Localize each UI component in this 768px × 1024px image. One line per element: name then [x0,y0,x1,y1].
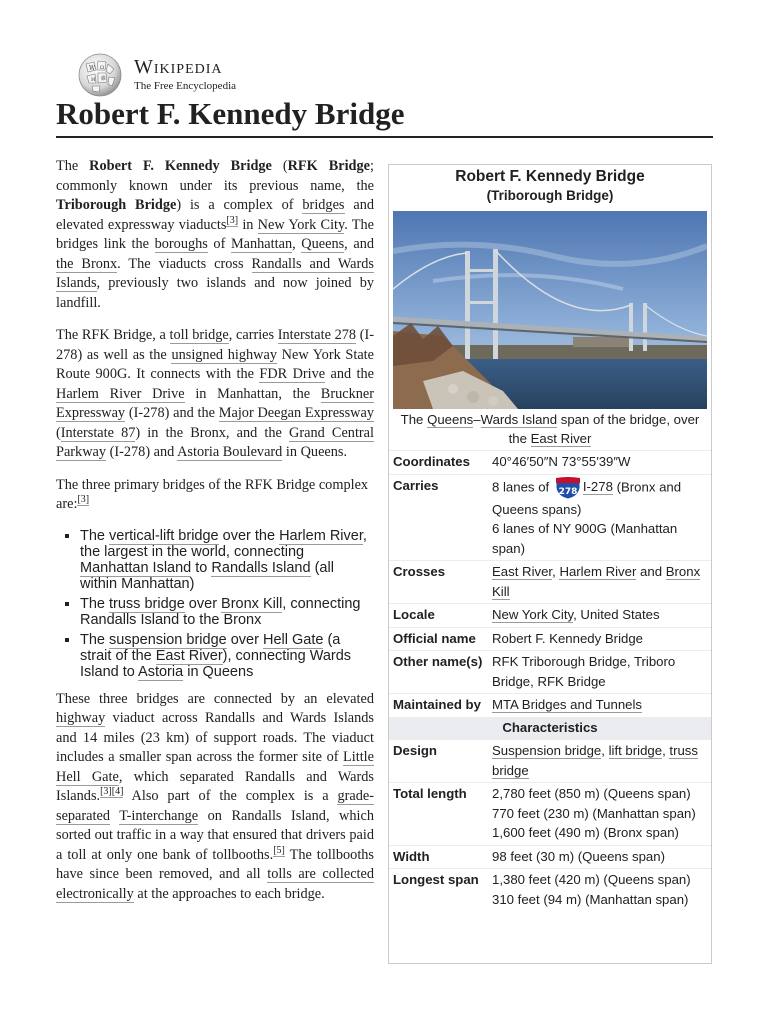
interstate-278-shield-icon[interactable] [553,476,583,500]
viaduct-paragraph [56,690,374,905]
primary-bridges-intro [56,476,374,515]
text: The [80,527,110,544]
link-bridges[interactable]: bridges [302,197,345,213]
text: – [473,412,481,427]
shield-number: 278 [558,486,578,497]
text: 770 feet (230 m) (Manhattan span) [492,805,696,821]
link-harlem-river-drive[interactable]: Harlem River Drive [56,385,185,402]
text: ) is a complex of [176,197,303,213]
text: 8 lanes of [492,478,553,494]
text: The RFK Bridge, a [56,327,170,343]
link-wards-island[interactable]: Wards Island [480,412,558,427]
wikipedia-wordmark[interactable]: Wikipedia [134,56,223,78]
text: span of the bridge, over the [508,412,700,446]
text: (I-278) and [106,444,178,460]
bridge-photo[interactable] [393,211,707,409]
text: viaduct across Randalls and Wards Islands and 14 miles (23 km) of support roads. The viaduct includes a smaller span across the former site of [56,710,374,765]
link-east-river[interactable]: East River [530,431,592,446]
bold-term: RFK Bridge [287,158,370,174]
text: (I-278) as well as the [56,327,374,363]
primary-bridges-list [56,528,374,680]
citation-link[interactable]: [3] [77,494,90,506]
svg-text:W: W [89,65,96,72]
text: in Queens. [282,444,348,460]
link-major-deegan-expressway[interactable]: Major Deegan Expressway [218,405,374,421]
link-bronx-kill[interactable]: Bronx Kill [492,564,701,599]
text: and [636,564,666,579]
text: ( [56,424,61,441]
infobox [388,164,712,964]
citation-link[interactable]: [3] [100,786,112,798]
citation-link[interactable]: [3] [226,214,239,226]
text: 6 lanes of NY 900G (Manhattan span) [492,521,678,556]
link-grade-separated[interactable]: grade-separated [56,788,374,824]
text: The three primary bridges of the RFK Bridge complex are: [56,476,369,512]
carries-paragraph [56,326,374,463]
text: over [226,631,263,648]
text: in Manhattan, the [184,385,321,402]
link-vertical-lift-bridge[interactable]: vertical-lift bridge [109,527,219,544]
link-fdr-drive[interactable]: FDR Drive [259,366,326,382]
link-queens[interactable]: Queens [427,412,474,427]
wikipedia-tagline: The Free Encyclopedia [134,80,237,92]
link-manhattan[interactable]: Manhattan [230,236,293,252]
text: at the approaches to each bridge. [133,885,325,902]
link-unsigned-highway[interactable]: unsigned highway [171,346,277,363]
link-harlem-river[interactable]: Harlem River [279,527,363,544]
row-label: Coordinates [393,454,470,469]
text [110,808,119,824]
link-astoria-boulevard[interactable]: Astoria Boulevard [177,444,283,460]
text: , [601,743,609,758]
link-grand-central-parkway[interactable]: Grand Central Parkway [56,424,375,460]
link-boroughs[interactable]: boroughs [154,236,208,252]
infobox-title: Robert F. Kennedy Bridge [455,168,645,185]
title-divider [56,136,713,138]
link-east-river[interactable]: East River [155,647,223,664]
text: , United States [573,607,660,622]
infobox-row-total-length [389,782,711,845]
text: , [552,564,560,579]
link-the-bronx[interactable]: the Bronx [56,255,118,272]
text: over [184,595,222,612]
text: (I-278) and the [125,405,219,421]
text: and elevated expressway viaducts [56,197,374,233]
infobox-row-official-name [389,627,711,651]
text: , [292,236,302,252]
link-queens[interactable]: Queens [301,236,345,252]
text: The tollbooths have since been removed, and all [56,846,375,882]
text: ) in the Bronx, and the [135,424,290,441]
link-new-york-city[interactable]: New York City [492,607,574,622]
link-new-york-city[interactable]: New York City [257,216,345,233]
locale-value [490,604,711,627]
text: in [238,216,258,233]
row-label: Longest span [393,872,479,887]
design-value [490,740,711,782]
link-bruckner-expressway[interactable]: Bruckner Expressway [56,385,374,421]
link-truss-bridge[interactable]: truss bridge [109,595,185,612]
row-label: Official name [393,630,476,646]
infobox-row-other-names [389,650,711,693]
text: The [80,631,110,648]
row-label: Crosses [393,564,446,579]
crosses-value [490,561,711,603]
link-manhattan-island[interactable]: Manhattan Island [80,559,192,576]
text: of [207,236,231,252]
row-label: Design [393,743,437,758]
section-header-characteristics: Characteristics [389,717,711,740]
link-lift-bridge[interactable]: lift bridge [608,743,663,758]
row-label: Width [393,848,430,864]
link-toll-bridge[interactable]: toll bridge [169,327,229,343]
link-interstate-87[interactable]: Interstate 87 [60,424,136,441]
page-title: Robert F. Kennedy Bridge [56,96,405,131]
link-suspension-bridge[interactable]: suspension bridge [109,631,227,648]
text: 1,600 feet (490 m) (Bronx span) [492,825,679,840]
text: , carries [228,327,278,343]
text: The [80,595,110,612]
text: and the [325,366,374,382]
text: , which separated Randalls and Wards Islands. [56,768,374,804]
text: over the [218,527,280,544]
text: ; commonly known under its previous name, the [56,158,374,194]
svg-text:維: 維 [101,76,107,82]
text: , previously two islands and now joined by landfill. [56,275,374,311]
link-harlem-river[interactable]: Harlem River [559,564,637,579]
citation-link[interactable]: [4] [111,786,124,798]
link-highway[interactable]: highway [56,710,106,726]
link-east-river[interactable]: East River [492,564,553,579]
infobox-row-width [389,845,711,869]
link-i-278[interactable]: I-278 [582,478,613,494]
infobox-row-carries [389,474,711,561]
infobox-row-crosses [389,560,711,603]
link-astoria[interactable]: Astoria [138,663,184,680]
link-suspension-bridge[interactable]: Suspension bridge [492,743,602,758]
text: . The bridges link the [56,216,374,252]
svg-text:И: И [91,77,96,83]
article-body [56,157,374,917]
link-randalls-island[interactable]: Randalls Island [211,559,311,576]
svg-text:Ω: Ω [100,65,105,71]
link-electronic-toll-collection[interactable]: tolls are collected electronically [56,866,375,902]
intro-paragraph [56,157,374,313]
text: to [191,559,212,576]
maintained-by-value [490,694,711,717]
link-interstate-278[interactable]: Interstate 278 [277,327,357,343]
text: . The viaducts cross [117,255,252,272]
text: Also part of the complex is a [123,788,338,804]
infobox-row-maintained-by [389,693,711,717]
text: , connecting Randalls Island to the Bronx [80,595,361,628]
text: These three bridges are connected by an elevated [56,690,374,707]
link-mta-bridges-and-tunnels[interactable]: MTA Bridges and Tunnels [492,697,643,712]
row-label: Locale [393,607,435,622]
official-name-value: Robert F. Kennedy Bridge [492,630,644,646]
infobox-row-coordinates [389,450,711,474]
row-label: Carries [393,477,439,493]
infobox-row-design [389,739,711,782]
row-label: Total length [393,786,467,801]
wikipedia-globe-logo[interactable] [74,52,126,98]
width-value: 98 feet (30 m) (Queens span) [492,848,665,864]
text: , [662,743,670,758]
text: 2,780 feet (850 m) (Queens span) [492,786,691,801]
list-item [80,632,374,680]
text: ), connecting Wards Island to [80,647,352,680]
list-item [80,528,374,592]
text: New York State Route 900G. It connects with the [56,346,374,382]
text: The [400,412,428,427]
text: , and [344,236,374,252]
link-t-interchange[interactable]: T-interchange [119,807,199,824]
link-bronx-kill[interactable]: Bronx Kill [221,595,283,612]
link-little-hell-gate[interactable]: Little Hell Gate [56,749,374,785]
text: The [56,158,90,174]
other-names-value: RFK Triborough Bridge, Triboro Bridge, RFK Bridge [492,654,676,689]
citation-link[interactable]: [5] [273,844,285,856]
text: ( [271,158,288,174]
text: in Queens [183,663,254,680]
list-item [80,596,374,628]
total-length-value [490,783,711,845]
text: 1,380 feet (420 m) (Queens span) [492,872,691,887]
coordinates-value[interactable]: 40°46′50″N 73°55′39″W [492,454,631,469]
text: (a strait of the [80,631,341,664]
longest-span-value [490,869,711,911]
photo-caption [389,409,711,450]
text: (Bronx and Queens spans) [492,478,682,517]
text: 310 feet (94 m) (Manhattan span) [492,891,689,907]
infobox-row-longest-span [389,868,711,911]
infobox-subtitle: (Triborough Bridge) [486,188,614,203]
infobox-row-locale [389,603,711,627]
row-label: Maintained by [393,697,481,712]
link-hell-gate[interactable]: Hell Gate [262,631,324,648]
link-truss-bridge[interactable]: truss bridge [492,743,698,778]
bold-term: Robert F. Kennedy Bridge [89,158,272,174]
text: on Randalls Island, which sorted out traffic in a way that ensured that drivers paid a toll at only one bank of tollbooths. [56,807,374,863]
row-label: Other name(s) [393,654,483,669]
carries-value [490,475,711,561]
text: , the largest in the world, connecting [80,527,367,560]
text: (all within Manhattan) [80,559,334,592]
bold-term: Triborough Bridge [56,197,177,213]
link-randalls-and-wards-islands[interactable]: Randalls and Wards Islands [56,255,374,291]
